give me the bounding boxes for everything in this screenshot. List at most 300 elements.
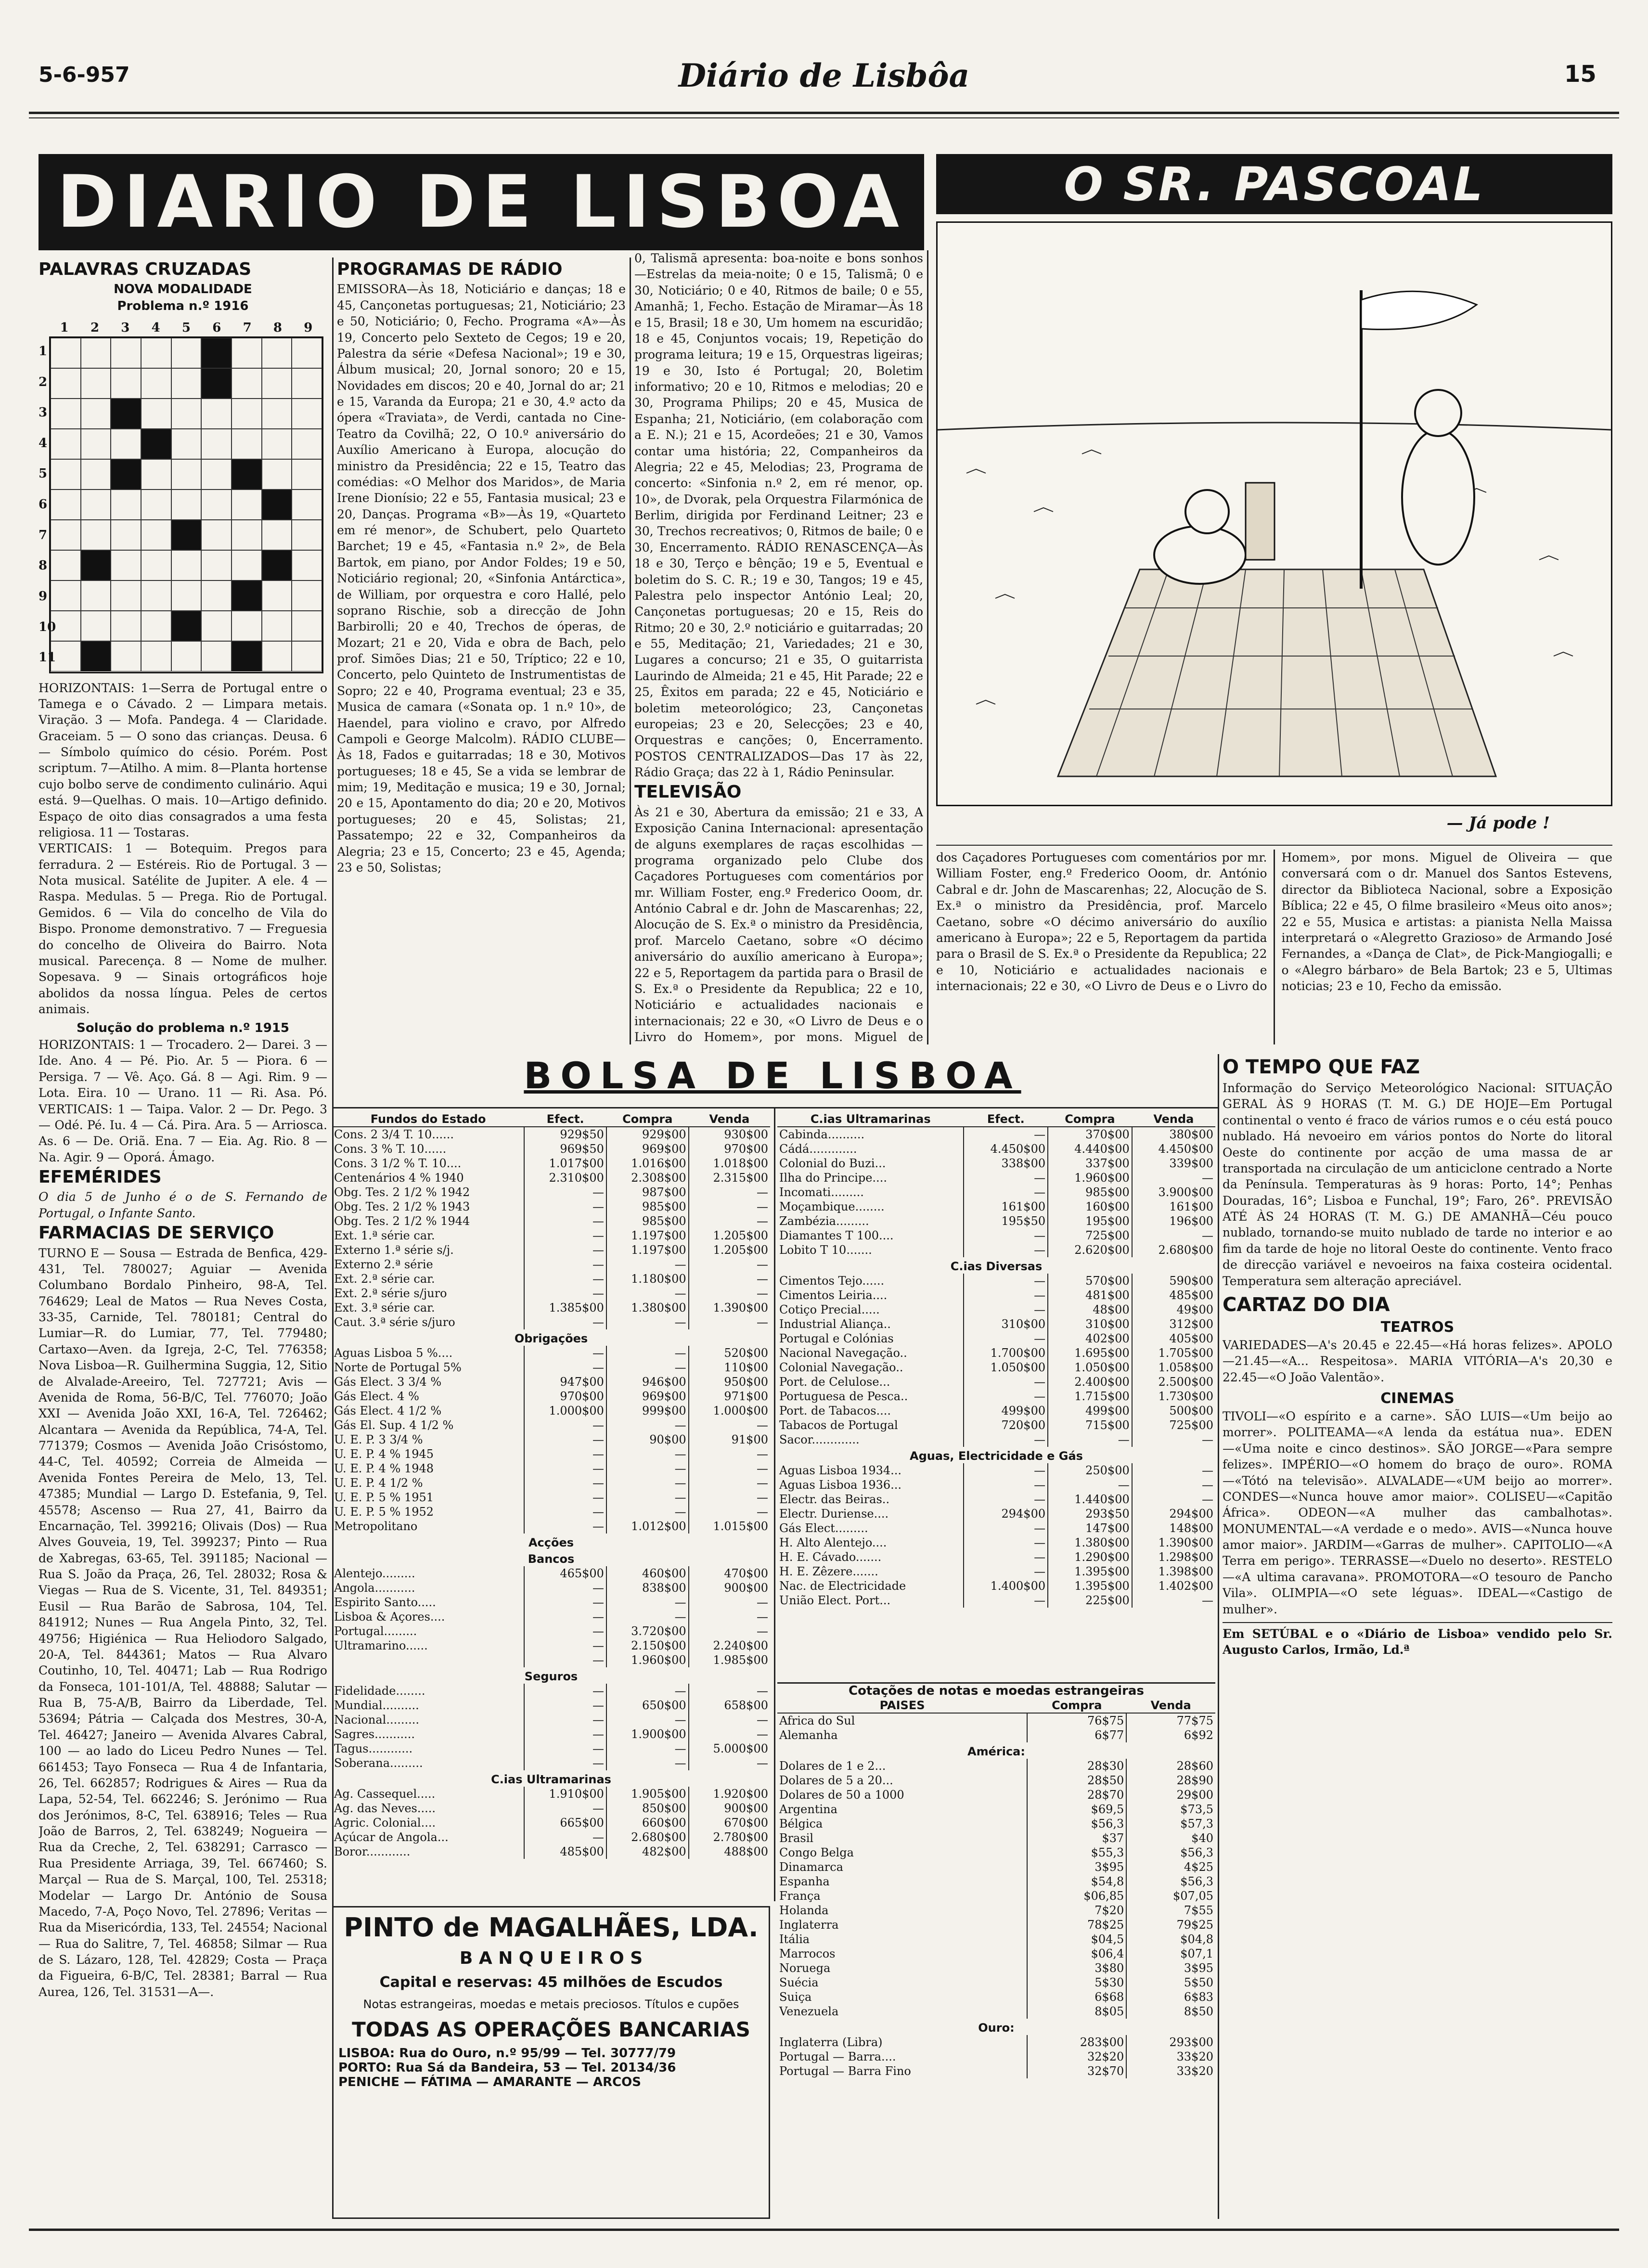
cartoon-illustration (938, 223, 1611, 805)
bolsa-left-cell: — (606, 1461, 689, 1476)
crossword-cell[interactable] (292, 490, 322, 520)
radio-title: PROGRAMAS DE RÁDIO (337, 259, 563, 279)
bolsa-left-row (332, 1476, 770, 1490)
bolsa-right-cell: 500$00 (1132, 1404, 1215, 1418)
crossword-cell[interactable] (262, 641, 292, 671)
bolsa-left-cell: Lisboa & Açores.... (334, 1610, 445, 1624)
column-divider (774, 1107, 775, 1901)
bolsa-left-cell: — (606, 1286, 689, 1301)
bolsa-left-section: Bancos (528, 1552, 575, 1566)
cambio-row (777, 2064, 1215, 2078)
bolsa-left-cell: 460$00 (606, 1566, 689, 1581)
bolsa-right-row (777, 1302, 1215, 1317)
header-rule-2 (29, 117, 1619, 118)
bolsa-left-cell: 985$00 (606, 1214, 689, 1228)
bolsa-left-row (332, 1329, 770, 1346)
cartoon-frame (936, 221, 1612, 806)
crossword-cell[interactable] (232, 611, 262, 641)
bolsa-right-cell: Cotiço Precial..... (779, 1303, 880, 1316)
bolsa-left-cell: 947$00 (524, 1375, 606, 1389)
bolsa-right-row (777, 1171, 1215, 1185)
bolsa-left-cell: 1.905$00 (606, 1787, 689, 1801)
cambio-cell: $69,5 (1027, 1802, 1126, 1817)
column-radio-2 (634, 250, 923, 1044)
bolsa-left-cell: 660$00 (606, 1816, 689, 1830)
bolsa-right-row (777, 1447, 1215, 1463)
bolsa-right-row (777, 1142, 1215, 1156)
bolsa-right-cell: 161$00 (964, 1199, 1048, 1214)
tv-text-1: Às 21 e 30, Abertura da emissão; 21 e 33, A Exposição Canina Internacional: apresentação de alguns exemplares de raças escolhidas — programa organizado pelo Clube dos Caçadores Portugueses com comentários por mr. William Foster, eng.º Frederico Ooom, dr. António Cabral e dr. John de Mascarenhas; 22, Alocução de S. Ex.ª o ministro da Presidência, prof. Marcelo Caetano, sobre «O décimo aniversário do auxílio americano à Europa»; 22 e 5, Reportagem da partida para o Brasil de S. Ex.ª o Presidente da Republica; 22 e 10, Noticiário e actualidades nacionais e internacionais; 22 e 30, «O Livro de Deus e o Livro do Homem», por mons. Miguel de (634, 805, 923, 1044)
crossword-cell[interactable] (141, 641, 171, 671)
crossword-cell[interactable] (141, 368, 171, 399)
crossword-cell[interactable] (292, 399, 322, 429)
crossword-cell[interactable] (51, 338, 81, 368)
bolsa-right-cell: 1.700$00 (964, 1346, 1048, 1360)
bolsa-left-cell: 1.012$00 (606, 1519, 689, 1533)
crossword-cell[interactable] (201, 459, 232, 490)
crossword-cell[interactable] (201, 338, 232, 368)
crossword-cell[interactable] (232, 490, 262, 520)
bolsa-left-row (332, 1595, 770, 1610)
crossword-cell[interactable] (201, 641, 232, 671)
crossword-cell[interactable] (81, 550, 111, 580)
crossword-cell[interactable] (51, 520, 81, 550)
bolsa-left-cell: — (606, 1476, 689, 1490)
bolsa-right-cell: 1.395$00 (1048, 1564, 1132, 1579)
bolsa-right-cell: Colonial Navegação.. (779, 1361, 903, 1374)
crossword-cell[interactable] (232, 459, 262, 490)
bolsa-right-cell: 715$00 (1048, 1418, 1132, 1432)
crossword-cell[interactable] (51, 611, 81, 641)
bolsa-left-cell: 520$00 (689, 1346, 770, 1360)
bolsa-left-row (332, 1638, 770, 1653)
cambio-cell: Marrocos (779, 1947, 836, 1960)
cambio-cell: 32$70 (1027, 2064, 1126, 2078)
bolsa-left-row (332, 1315, 770, 1329)
cambio-cell: 77$75 (1126, 1713, 1215, 1728)
bolsa-left-cell: 1.205$00 (689, 1228, 770, 1243)
ad-pinto-lisboa: LISBOA: Rua do Ouro, n.º 95/99 — Tel. 30777/79 (338, 2046, 676, 2061)
crossword-cell[interactable] (292, 550, 322, 580)
bolsa-right-cell: — (964, 1564, 1048, 1579)
crossword-cell[interactable] (292, 368, 322, 399)
cambio-cell: 28$60 (1126, 1759, 1215, 1773)
cambio-cell: Suécia (779, 1976, 819, 1989)
bolsa-right-cell: 590$00 (1132, 1274, 1215, 1288)
crossword-cell[interactable] (81, 520, 111, 550)
cambio-cell: 28$70 (1027, 1788, 1126, 1802)
bolsa-left-cell: — (606, 1447, 689, 1461)
crossword-verticais: VERTICAIS: 1 — Botequim. Pregos para ferradura. 2 — Estéreis. Rio de Portugal. 3 — Nota musical. Satélite de Jupiter. A ele. 4 — Raspa. Medulas. 5 — Prega. Rio de Portugal. Gemidos. 6 — Vila do concelho de Vila do Bispo. Pronome demonstrativo. 7 — Freguesia do concelho de Oliveira do Bairro. Nota musical. Parecença. 8 — Nome de mulher. Sopesava. 9 — Sinais ortográficos hoje abolidos da nossa língua. Peles de certos animais. (39, 841, 327, 1016)
bolsa-left-cell: Externo 2.ª série (334, 1258, 433, 1271)
cambio-cell: $55,3 (1027, 1845, 1126, 1860)
bolsa-left-cell: Cons. 2 3/4 T. 10...... (334, 1128, 454, 1141)
crossword-cell[interactable] (232, 520, 262, 550)
crossword-cell[interactable] (171, 550, 202, 580)
bolsa-right-cell: Moçambique........ (779, 1200, 885, 1213)
bolsa-left-cell: 971$00 (689, 1389, 770, 1404)
crossword-cell[interactable] (81, 611, 111, 641)
crossword-cell[interactable] (201, 399, 232, 429)
cambio-row (777, 1817, 1215, 1831)
bolsa-left-cell: — (524, 1243, 606, 1257)
crossword-cell[interactable] (81, 490, 111, 520)
bolsa-left-cell: 488$00 (689, 1844, 770, 1859)
bolsa-left-cell: — (524, 1713, 606, 1727)
bolsa-left-cell: 946$00 (606, 1375, 689, 1389)
bolsa-left-cell: Obg. Tes. 2 1/2 % 1943 (334, 1200, 470, 1213)
crossword-cell[interactable] (141, 490, 171, 520)
bolsa-right-row (777, 1214, 1215, 1228)
bolsa-right-cell: — (1132, 1228, 1215, 1243)
bolsa-left-row (332, 1286, 770, 1301)
bolsa-left-row (332, 1684, 770, 1698)
bolsa-left-cell: — (524, 1727, 606, 1741)
cambio-row (777, 2049, 1215, 2064)
crossword-cell[interactable] (201, 520, 232, 550)
crossword-cell[interactable] (111, 611, 141, 641)
cambio-cell: 8$05 (1027, 2004, 1126, 2019)
bolsa-left-row (332, 1418, 770, 1432)
crossword-cell[interactable] (171, 338, 202, 368)
bolsa-left-cell: — (689, 1286, 770, 1301)
crossword-grid[interactable] (49, 336, 323, 673)
bolsa-left-row (332, 1389, 770, 1404)
farmacias-text: TURNO E — Sousa — Estrada de Benfica, 429-431, Tel. 780027; Aguiar — Avenida Columbano Bordalo Pinheiro, 98-A, Tel. 764629; Leal de Matos — Rua Neves Costa, 33-35, Carnide, Tel. 780181; Central do Lumiar—R. do Lumiar, 77, Tel. 779480; Cartaxo—Aven. da Igreja, 2-C, Tel. 776358; Nova Lisboa—R. Guilhermina Suggia, 12, Sitio de Alvalade-Areeiro, Tel. 727721; Avis — Avenida de Roma, 56-B/C, Tel. 776070; João XXI — Avenida João XXI, 16-A, Tel. 726462; Alcantara — Avenida da República, 74-A, Tel. 771379; Cosmos — Avenida João Crisóstomo, 44-C, Tel. 40592; Correia de Almeida — Avenida Fontes Pereira de Melo, 13, Tel. 47385; Mundial — Largo D. Estefania, 9, Tel. 45578; Ascenso — Rua 27, 41, Bairro da Encarnação, Tel. 399216; Olivais (Dos) — Rua Alves Gouveia, 19, Tel. 399237; Pinto — Rua de Xabregas, 63-65, Tel. 391185; Nacional — Rua S. João da Praça, 26, Tel. 28032; Rosa & Viegas — Rua de S. Vicente, 31, Tel. 849351; Eusil — Rua Barão de Sabrosa, 104, Tel. 841912; Nunes — Rua Angela Pinto, 32, Tel. 49756; Higiénica — Rua Heliodoro Salgado, 20-A, Tel. 844361; Matos — Rua Alvaro Coutinho, 10, Tel. 40471; Lab — Rua Rodrigo da Fonseca, 101-101/A, Tel. 48888; Salutar — Rua B, 75-A/B, Bairro da Liberdade, Tel. 53694; Pátria — Calçada dos Mestres, 30-A, Tel. 46427; Janeiro — Avenida Alvares Cabral, 100 — ao lado do Liceu Pedro Nunes — Tel. 661453; Tayo Fonseca — Rua 4 de Infantaria, 26, Tel. 662857; Rodrigues & Aires — Rua da Lapa, 52-54, Tel. 662246; S. Jerónimo — Rua dos Jerónimos, 8-C, Tel. 638916; Teles — Rua João de Barros, 2, Tel. 638249; Nogueira — Rua da Creche, 2, Tel. 638291; Carrasco — Rua Presidente Arriaga, 39, Tel. 667460; S. Marçal — Rua de S. Marçal, 100, Tel. 25318; Modelar — Largo Dr. António de Sousa Macedo, 7-A, Poço Novo, Tel. 27896; Veritas — Rua da Misericórdia, 133, Tel. 24554; Nacional — Rua do Salitre, 7, Tel. 46858; Silmar — Rua de S. Lázaro, 128, Tel. 42829; Costa — Praça da Figueira, 6-B/C, Tel. 28381; Barral — Rua Aurea, 126, Tel. 31531—A—. (39, 1246, 327, 1999)
crossword-cell[interactable] (201, 611, 232, 641)
crossword-cell[interactable] (111, 520, 141, 550)
crossword-cell[interactable] (201, 580, 232, 611)
bolsa-left-cell: — (524, 1315, 606, 1329)
bolsa-right-cell: 1.960$00 (1048, 1171, 1132, 1185)
crossword-cell[interactable] (111, 429, 141, 459)
bolsa-left-cell: — (606, 1360, 689, 1375)
bolsa-right-row (777, 1257, 1215, 1274)
crossword-cell[interactable] (111, 550, 141, 580)
bolsa-left-cell: — (689, 1505, 770, 1519)
bolsa-right-cell: 161$00 (1132, 1199, 1215, 1214)
crossword-cell[interactable] (232, 368, 262, 399)
bolsa-left-cell: 670$00 (689, 1816, 770, 1830)
bolsa-left-cell: Espirito Santo..... (334, 1596, 436, 1609)
crossword-problem: Problema n.º 1916 (117, 299, 249, 314)
crossword-cell[interactable] (292, 641, 322, 671)
crossword-cell[interactable] (171, 520, 202, 550)
bolsa-left-cell: Centenários 4 % 1940 (334, 1171, 464, 1185)
cambio-cell: $56,3 (1027, 1817, 1126, 1831)
crossword-cell[interactable] (262, 580, 292, 611)
bolsa-right-cell: Diamantes T 100.... (779, 1229, 894, 1242)
crossword-cell[interactable] (51, 368, 81, 399)
bolsa-left-cell: 1.390$00 (689, 1301, 770, 1315)
crossword-cell[interactable] (141, 429, 171, 459)
bolsa-right-cell: 196$00 (1132, 1214, 1215, 1228)
bolsa-left-cell: — (689, 1727, 770, 1741)
crossword-cell[interactable] (232, 399, 262, 429)
bolsa-right-cell: 337$00 (1048, 1156, 1132, 1171)
crossword-cell[interactable] (262, 490, 292, 520)
bolsa-left-cell: — (524, 1286, 606, 1301)
efemerides-text: O dia 5 de Junho é o de S. Fernando de Portugal, o Infante Santo. (39, 1190, 327, 1220)
bolsa-right-cell: Cimentos Leiria.... (779, 1289, 888, 1302)
crossword-solution: HORIZONTAIS: 1 — Trocadero. 2— Darei. 3 — Ide. Ano. 4 — Pé. Pio. Ar. 5 — Piora. 6 — Persiga. 7 — Vê. Aço. Gá. 8 — Agi. Rim. 9 — Lota. Eira. 10 — Urano. 11 — Ri. Asa. Pó. VERTICAIS: 1 — Taipa. Valor. 2 — Dr. Pego. 3 — Odé. Pé. Iu. 4 — Cá. Pira. Ara. 5 — Arriosca. As. 6 — De. Oriã. Ena. 7 — Eia. Ag. Rio. 8 — Na. Agir. 9 — Oporá. Ámago. (39, 1038, 327, 1164)
cambio-cell: 3$80 (1027, 1961, 1126, 1975)
crossword-cell[interactable] (51, 459, 81, 490)
crossword-cell[interactable] (51, 399, 81, 429)
bolsa-left-cell: 950$00 (689, 1375, 770, 1389)
crossword-cell[interactable] (262, 611, 292, 641)
cambio-cell: 29$00 (1126, 1788, 1215, 1802)
crossword-cell[interactable] (111, 580, 141, 611)
bolsa-left-cell: — (689, 1713, 770, 1727)
bolsa-right-cell: 1.298$00 (1132, 1550, 1215, 1564)
crossword-cell[interactable] (51, 429, 81, 459)
bolsa-left-row (332, 1360, 770, 1375)
crossword-cell[interactable] (141, 550, 171, 580)
cambio-cell: 8$50 (1126, 2004, 1215, 2019)
crossword-cell[interactable] (171, 641, 202, 671)
bolsa-right-row (777, 1432, 1215, 1447)
crossword-cell[interactable] (81, 580, 111, 611)
crossword-cell[interactable] (201, 490, 232, 520)
bolsa-left-cell: — (689, 1199, 770, 1214)
cambio-cell: Brasil (779, 1831, 814, 1845)
crossword-cell[interactable] (201, 429, 232, 459)
cambio-cell: Congo Belga (779, 1846, 854, 1859)
cambio-header: PAISES (777, 1698, 1027, 1713)
bolsa-left-cell: 1.180$00 (606, 1272, 689, 1286)
crossword-cell[interactable] (262, 520, 292, 550)
bolsa-left-cell: 2.150$00 (606, 1638, 689, 1653)
bolsa-left-cell: 1.380$00 (606, 1301, 689, 1315)
crossword-cell[interactable] (232, 580, 262, 611)
crossword-cell[interactable] (51, 490, 81, 520)
crossword-cell[interactable] (292, 338, 322, 368)
bolsa-left-cell: 1.197$00 (606, 1228, 689, 1243)
page-number: 15 (1564, 61, 1596, 88)
crossword-cell[interactable] (262, 459, 292, 490)
bolsa-right-cell: H. E. Cávado....... (779, 1550, 882, 1564)
cambio-cell: $06,85 (1027, 1889, 1126, 1903)
crossword-cell[interactable] (111, 641, 141, 671)
bolsa-right-cell: 985$00 (1048, 1185, 1132, 1199)
bolsa-left-cell: 650$00 (606, 1698, 689, 1713)
bolsa-left-row (332, 1667, 770, 1684)
bolsa-left-cell: — (524, 1199, 606, 1214)
crossword-cell[interactable] (201, 368, 232, 399)
cambio-row (777, 1728, 1215, 1742)
bolsa-right-cell: — (1132, 1432, 1215, 1447)
crossword-cell[interactable] (171, 580, 202, 611)
bolsa-left-row (332, 1653, 770, 1667)
bolsa-right-cell: 499$00 (1048, 1404, 1132, 1418)
crossword-cell[interactable] (232, 338, 262, 368)
bolsa-right-cell: 1.402$00 (1132, 1579, 1215, 1593)
bolsa-left-cell: — (524, 1185, 606, 1199)
crossword-cell[interactable] (292, 611, 322, 641)
cambio-row (777, 1713, 1215, 1728)
bolsa-right-cell: — (1048, 1478, 1132, 1492)
crossword-cell[interactable] (141, 338, 171, 368)
ad-pinto-name: PINTO de MAGALHÃES, LDA. (344, 1912, 759, 1943)
bolsa-left-cell: — (524, 1228, 606, 1243)
bolsa-left-cell: 2.308$00 (606, 1171, 689, 1185)
bolsa-left-cell: 3.720$00 (606, 1624, 689, 1638)
bolsa-left-cell: — (524, 1624, 606, 1638)
crossword-cell[interactable] (171, 429, 202, 459)
ad-pinto-peniche: PENICHE — FÁTIMA — AMARANTE — ARCOS (338, 2075, 642, 2089)
crossword-cell[interactable] (171, 611, 202, 641)
bolsa-left-cell: 1.385$00 (524, 1301, 606, 1315)
bolsa-left-row (332, 1447, 770, 1461)
crossword-cell[interactable] (81, 641, 111, 671)
bolsa-left-cell: 658$00 (689, 1698, 770, 1713)
crossword-cell[interactable] (171, 490, 202, 520)
bolsa-right-section: Aguas, Electricidade e Gás (910, 1449, 1083, 1463)
crossword-cell[interactable] (111, 399, 141, 429)
crossword-cell[interactable] (81, 459, 111, 490)
crossword-cell[interactable] (262, 399, 292, 429)
crossword-cell[interactable] (111, 368, 141, 399)
bolsa-right-row (777, 1593, 1215, 1608)
bolsa-left-cell: 91$00 (689, 1432, 770, 1447)
bolsa-right-row (777, 1360, 1215, 1375)
bolsa-left-cell: Ultramarino...... (334, 1639, 428, 1652)
cambio-cell: Portugal — Barra.... (779, 2050, 896, 2063)
crossword-cell[interactable] (171, 459, 202, 490)
crossword-cell[interactable] (292, 429, 322, 459)
cambio-cell: 7$55 (1126, 1903, 1215, 1918)
bolsa-right-row (777, 1550, 1215, 1564)
bolsa-left-row (332, 1581, 770, 1595)
cambio-title: Cotações de notas e moedas estrangeiras (849, 1684, 1144, 1698)
cambio-cell: 293$00 (1126, 2035, 1215, 2049)
bolsa-left-row (332, 1171, 770, 1185)
crossword-cell[interactable] (141, 459, 171, 490)
bolsa-left-cell: — (524, 1505, 606, 1519)
bolsa-left-cell: 2.240$00 (689, 1638, 770, 1653)
bolsa-right-cell: 1.395$00 (1048, 1579, 1132, 1593)
bolsa-right-row (777, 1288, 1215, 1302)
bolsa-left-row (332, 1127, 770, 1142)
crossword-cell[interactable] (262, 368, 292, 399)
bolsa-left-cell: Agric. Colonial.... (334, 1816, 436, 1830)
bolsa-left-cell: — (689, 1185, 770, 1199)
crossword-cell[interactable] (232, 550, 262, 580)
crossword-cell[interactable] (232, 641, 262, 671)
bolsa-left-cell: 985$00 (606, 1199, 689, 1214)
crossword-cell[interactable] (292, 459, 322, 490)
bolsa-right-row (777, 1274, 1215, 1288)
bolsa-left-row (332, 1830, 770, 1844)
bolsa-right-cell: — (964, 1478, 1048, 1492)
bolsa-left-cell: 970$00 (689, 1142, 770, 1156)
bolsa-right-cell: 1.058$00 (1132, 1360, 1215, 1375)
crossword-cell[interactable] (292, 580, 322, 611)
bolsa-right-row (777, 1507, 1215, 1521)
bolsa-left-cell: — (689, 1610, 770, 1624)
bolsa-left-cell: 1.197$00 (606, 1243, 689, 1257)
bolsa-left-cell: 930$00 (689, 1127, 770, 1142)
crossword-cell[interactable] (51, 550, 81, 580)
crossword-cell[interactable] (111, 338, 141, 368)
bolsa-left-row (332, 1185, 770, 1199)
crossword-cell[interactable] (111, 459, 141, 490)
ad-pinto-porto: PORTO: Rua Sá da Bandeira, 53 — Tel. 20134/36 (338, 2061, 676, 2075)
bolsa-left-cell: — (524, 1214, 606, 1228)
bolsa-right-cell: — (964, 1331, 1048, 1346)
tv-text-2: dos Caçadores Portugueses com comentários por mr. William Foster, eng.º Frederico Ooom, dr. António Cabral e dr. John de Mascarenhas; 22, Alocução de S. Ex.ª o ministro da Presidência, prof. Marcelo Caetano, sobre «O décimo aniversário do auxílio americano à Europa»; 22 e 5, Reportagem da partida para o Brasil de S. Ex.ª o Presidente da Republica; 22 e 10, Noticiário e actualidades nacionais e internacionais; 22 e 30, «O Livro de Deus e o Livro do Homem», por mons. Miguel de Oliveira — que conversará com o dr. Manuel dos Santos Estevens, director da Biblioteca Nacional, sobre a Exposição Bíblica; 22 e 45, O filme brasileiro «Meus oito anos»; 22 e 55, Musica e artistas: a pianista Nella Maissa interpretará o «Alegretto Grazioso» de Armando José Fernandes, a «Dança de Clat», de Pick-Mangiogalli; e o «Alegro bárbaro» de Bela Bartok; 23 e 5, Ultimas noticias; 23 e 10, Fecho da emissão. (936, 850, 1612, 993)
cinemas-title: CINEMAS (1380, 1390, 1455, 1407)
bolsa-right-cell: 49$00 (1132, 1302, 1215, 1317)
crossword-cell[interactable] (81, 429, 111, 459)
cambio-row (777, 2019, 1215, 2035)
cambio-cell: 6$77 (1027, 1728, 1126, 1742)
crossword-cell[interactable] (171, 368, 202, 399)
crossword-cell[interactable] (232, 429, 262, 459)
bolsa-left-cell: — (524, 1432, 606, 1447)
crossword-cell[interactable] (292, 520, 322, 550)
crossword-cell[interactable] (262, 550, 292, 580)
crossword-cell[interactable] (262, 429, 292, 459)
cambio-cell: Venezuela (779, 2005, 839, 2018)
bolsa-left-cell: 970$00 (524, 1389, 606, 1404)
bolsa-left-cell: — (524, 1638, 606, 1653)
bolsa-right-cell: 1.715$00 (1048, 1389, 1132, 1404)
cambio-cell: Portugal — Barra Fino (779, 2064, 911, 2078)
bolsa-left-cell: Nacional......... (334, 1713, 419, 1727)
bolsa-left-header: Venda (689, 1112, 770, 1127)
crossword-cell[interactable] (171, 399, 202, 429)
bolsa-left-row (332, 1346, 770, 1360)
cambio-cell: 28$30 (1027, 1759, 1126, 1773)
crossword-cell[interactable] (81, 368, 111, 399)
bolsa-right-cell: 312$00 (1132, 1317, 1215, 1331)
cambio-row (777, 1946, 1215, 1961)
bolsa-left-cell: — (606, 1257, 689, 1272)
crossword-cell[interactable] (262, 338, 292, 368)
tempo-text: Informação do Serviço Meteorológico Nacional: SITUAÇÃO GERAL ÀS 9 HORAS (T. M. G.) DE HOJE—Em Portugal continental o vento é fraco de vários rumos e o céu está pouco nublado. Há nevoeiro em vários pontos do Norte do litoral Oeste do continente por acção de uma massa de ar transportada na circulação de um anticiclone centrado a Norte da Península. Temperaturas às 9 horas: Porto, 14°; Penhas Douradas, 16°; Lisboa e Funchal, 19°; Faro, 26°. PREVISÃO ATÉ ÀS 24 HORAS (T. M. G.) DE AMANHÃ—Céu pouco nublado, tornando-se muito nublado de tarde no interior e ao fim da tarde de hoje no litoral Oeste do continente. Vento fraco de direcção variável e nevoeiros na faixa costeira ocidental. Temperatura sem alteração apreciável. (1223, 1081, 1612, 1288)
crossword-cell[interactable] (141, 399, 171, 429)
cambio-cell: Africa do Sul (779, 1714, 855, 1727)
bolsa-left-cell: Norte de Portugal 5% (334, 1361, 462, 1374)
crossword-cell[interactable] (141, 520, 171, 550)
bolsa-right-cell: União Elect. Port... (779, 1594, 891, 1607)
crossword-cell[interactable] (81, 338, 111, 368)
bolsa-left-cell: U. E. P. 4 1/2 % (334, 1476, 423, 1490)
bolsa-right-cell: — (964, 1492, 1048, 1507)
crossword-cell[interactable] (141, 580, 171, 611)
crossword-cell[interactable] (111, 490, 141, 520)
crossword-cell[interactable] (51, 580, 81, 611)
bolsa-right-row (777, 1199, 1215, 1214)
bolsa-right-row (777, 1331, 1215, 1346)
crossword-cell[interactable] (51, 641, 81, 671)
crossword-cell[interactable] (141, 611, 171, 641)
bolsa-right-cell: 405$00 (1132, 1331, 1215, 1346)
cambio-cell: 5$50 (1126, 1975, 1215, 1990)
cambio-row (777, 1889, 1215, 1903)
bolsa-left-cell: — (524, 1272, 606, 1286)
bolsa-right-row (777, 1404, 1215, 1418)
bolsa-right-table (777, 1112, 1215, 1680)
crossword-cell[interactable] (201, 550, 232, 580)
bolsa-left-row (332, 1533, 770, 1550)
bolsa-left-cell: — (524, 1756, 606, 1770)
bolsa-right-cell: Industrial Aliança.. (779, 1317, 891, 1331)
crossword-cell[interactable] (81, 399, 111, 429)
tv-title: TELEVISÃO (634, 782, 742, 802)
